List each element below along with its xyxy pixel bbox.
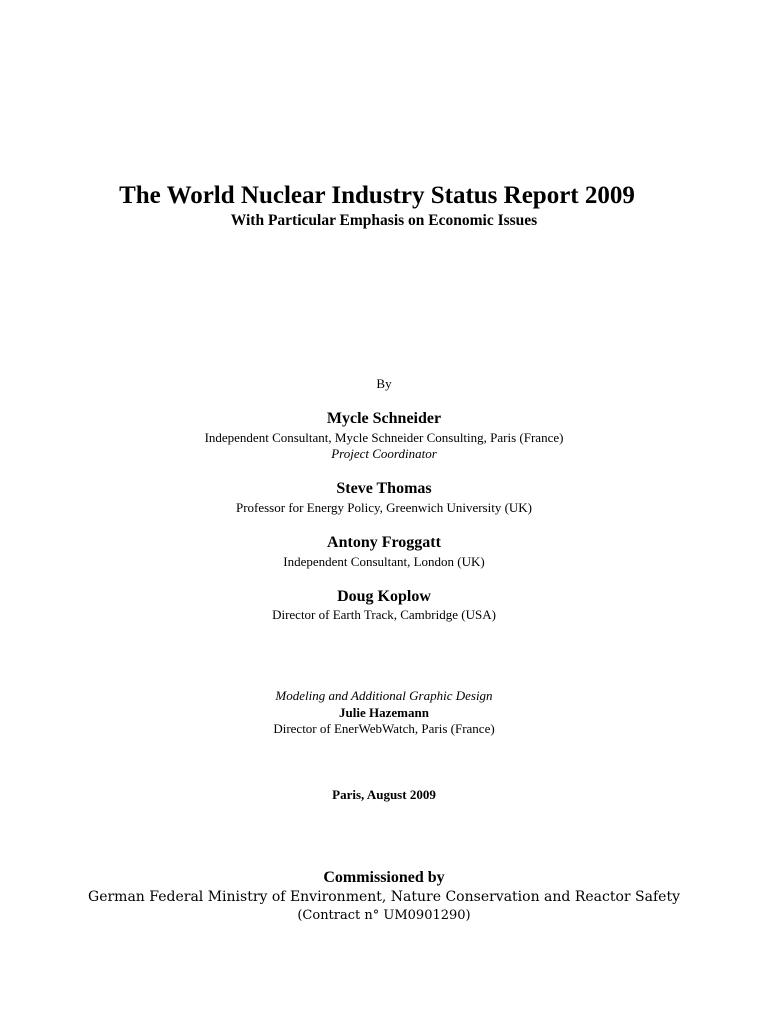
author-affiliation: Director of Earth Track, Cambridge (USA) [272,607,496,622]
author-name: Doug Koplow [337,588,431,605]
commissioning-ministry: German Federal Ministry of Environment, Nature Conservation and Reactor Safety [88,889,680,905]
author-name: Steve Thomas [336,480,432,497]
author-name: Mycle Schneider [326,410,442,427]
graphics-credit-name: Julie Hazemann [339,705,429,720]
place-date: Paris, August 2009 [332,787,436,802]
contract-number: (Contract n° UM0901290) [297,908,471,923]
author-name: Antony Froggatt [327,534,441,551]
report-title: The World Nuclear Industry Status Report 2009 [119,182,635,209]
commissioned-by-label: Commissioned by [323,869,445,886]
author-affiliation: Professor for Energy Policy, Greenwich University (UK) [235,500,533,515]
graphics-credit-label: Modeling and Additional Graphic Design [275,688,493,703]
author-affiliation: Independent Consultant, Mycle Schneider Consulting, Paris (France) [204,430,564,445]
author-role: Project Coordinator [331,446,437,461]
by-label: By [376,376,392,391]
graphics-credit-affiliation: Director of EnerWebWatch, Paris (France) [273,721,495,736]
author-affiliation: Independent Consultant, London (UK) [283,554,485,569]
report-subtitle: With Particular Emphasis on Economic Issues [230,212,538,229]
